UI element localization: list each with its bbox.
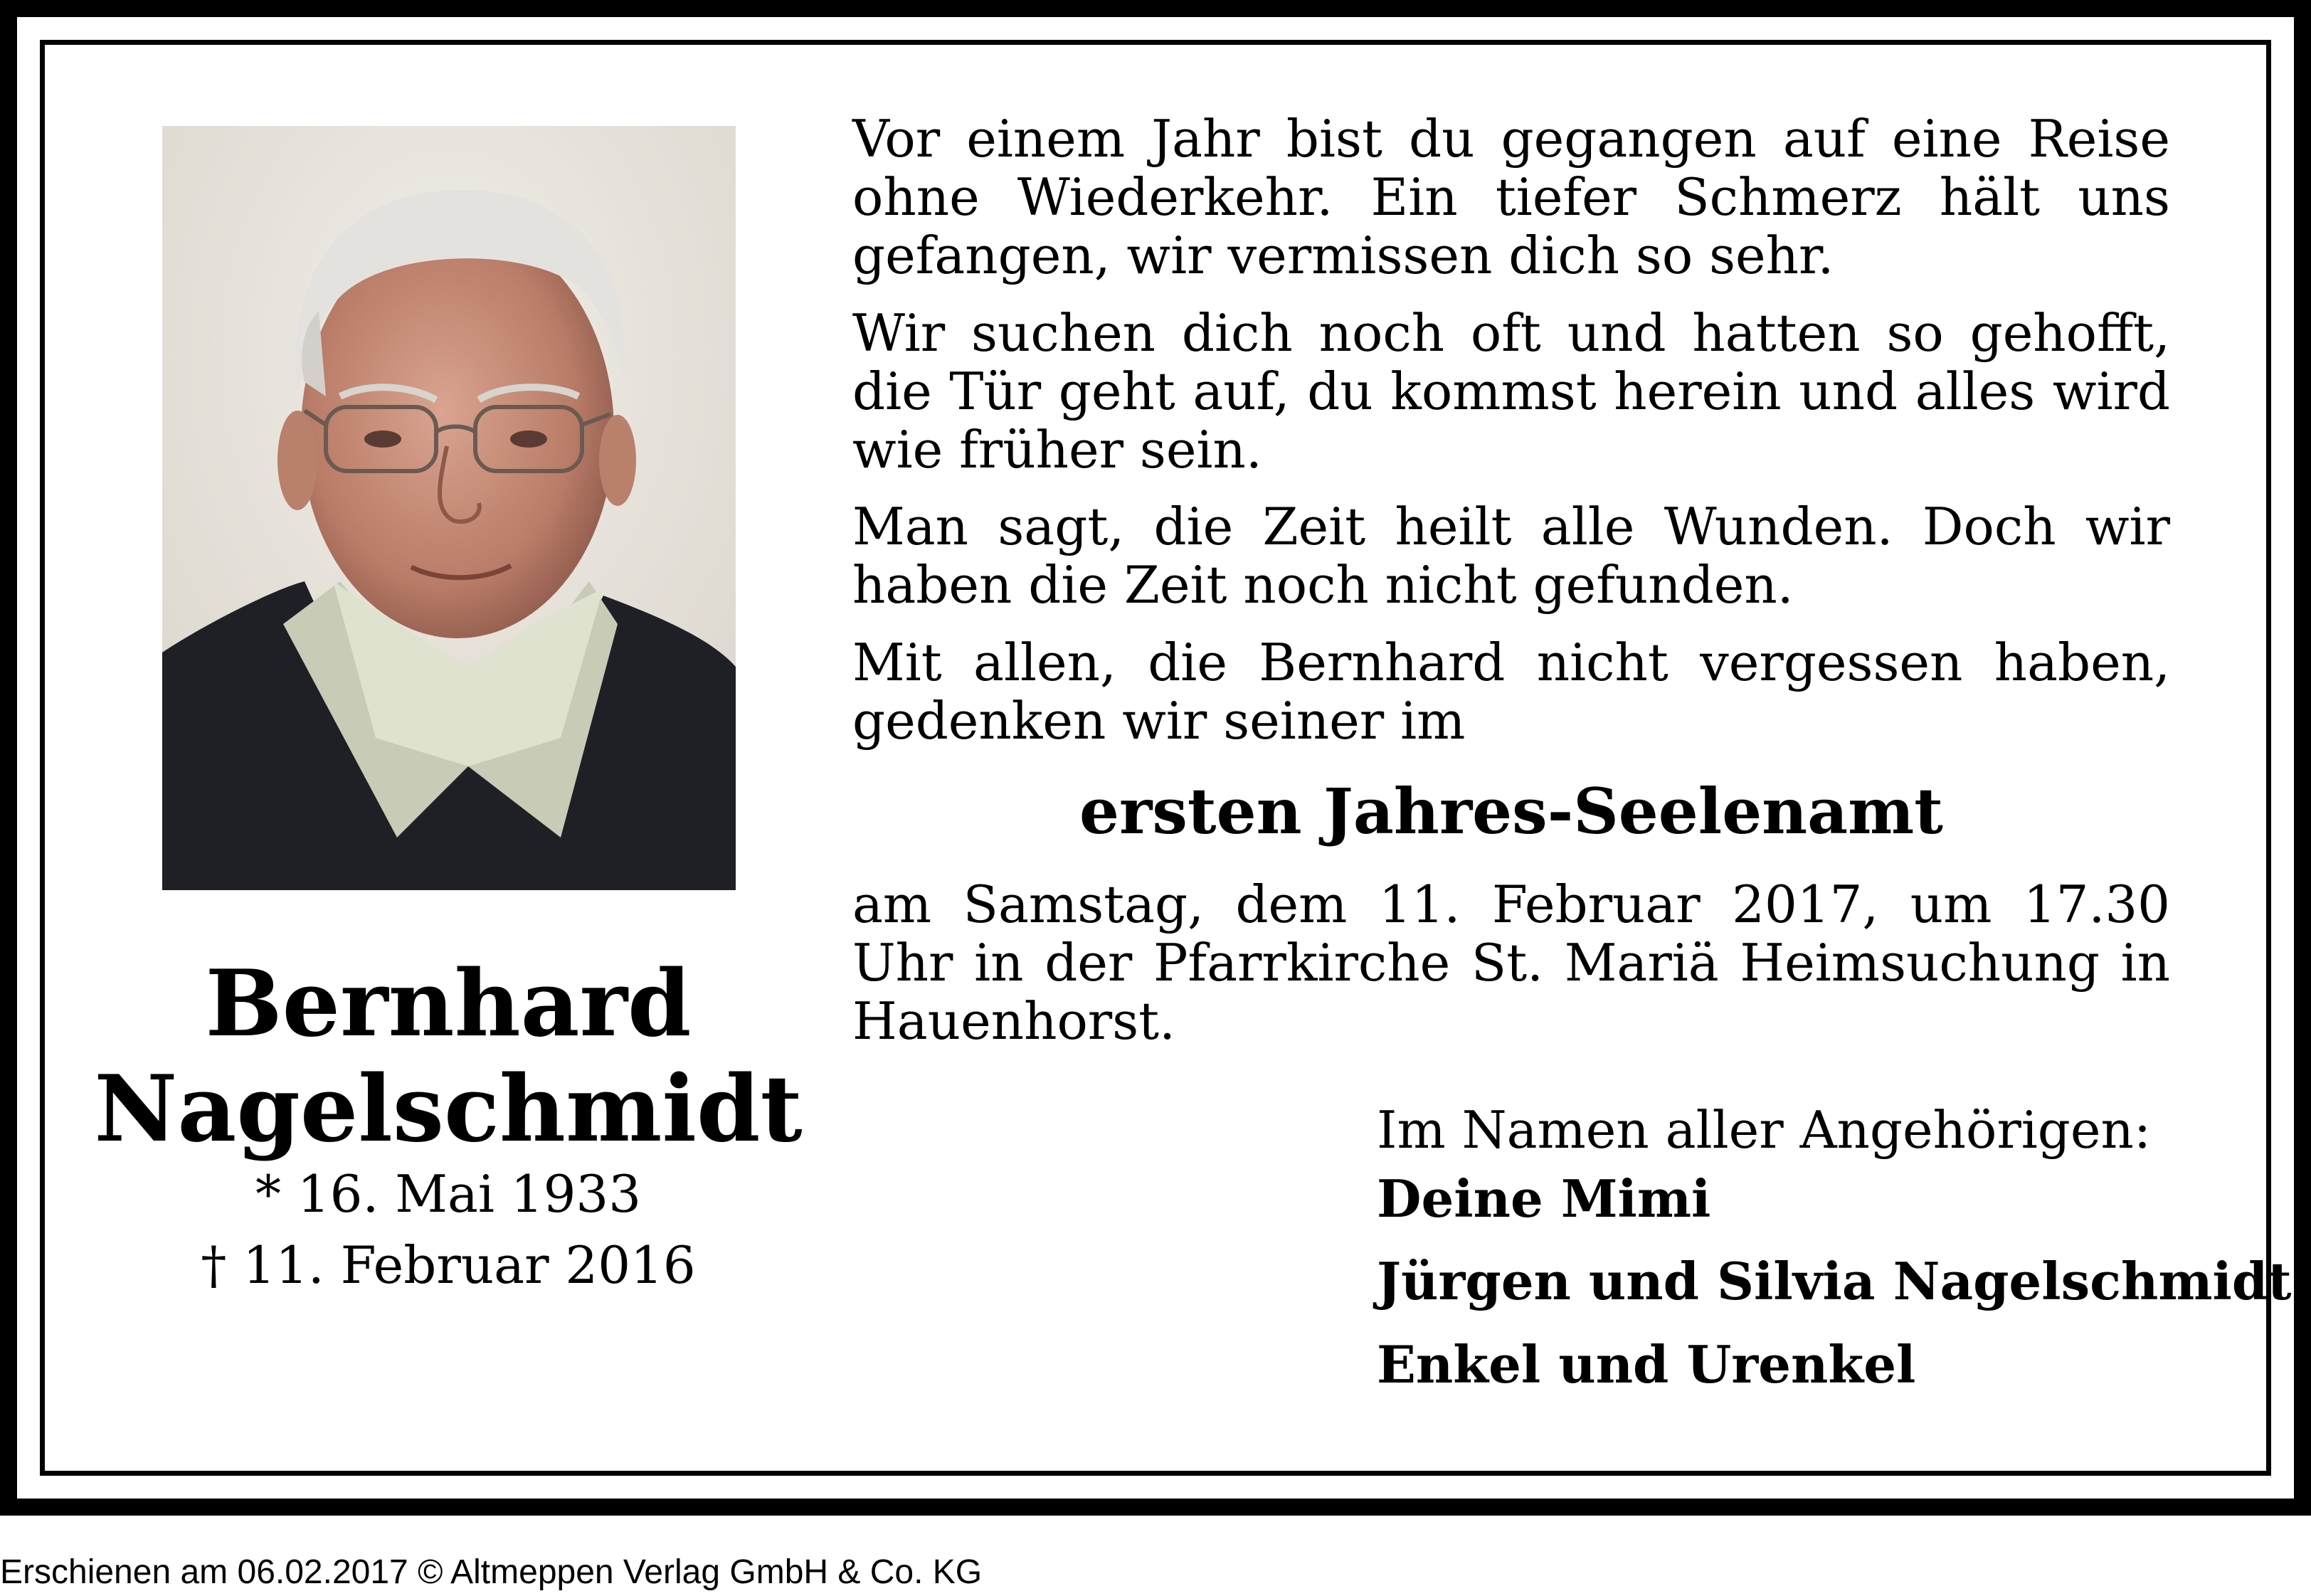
signer-name-1: Deine Mimi (1377, 1168, 1711, 1229)
service-headline: ersten Jahres-Seelenamt (1079, 774, 1943, 848)
death-date: † 11. Februar 2016 (201, 1235, 696, 1295)
signer-name-2: Jürgen und Silvia Nagelschmidt (1377, 1251, 2292, 1311)
deceased-last-name: Nagelschmidt (94, 1056, 803, 1163)
verse-paragraph-4: Mit allen, die Bernhard nicht vergessen haben, gedenken wir seiner im (852, 633, 2170, 751)
verse-paragraph-3: Man sagt, die Zeit heilt alle Wunden. Doch wir haben die Zeit noch nicht gefunden. (852, 497, 2170, 615)
signature-intro: Im Namen aller Angehörigen: (1377, 1100, 2152, 1160)
deceased-first-name: Bernhard (205, 951, 692, 1057)
birth-date: * 16. Mai 1933 (255, 1164, 642, 1224)
verse-paragraph-2: Wir suchen dich noch oft und hatten so gehofft, die Tür geht auf, du kommst herein und alles wird wie früher sein. (852, 303, 2170, 480)
portrait-photo (162, 126, 736, 890)
verse-paragraph-1: Vor einem Jahr bist du gegangen auf eine Reise ohne Wiederkehr. Ein tiefer Schmerz hält uns gefangen, wir vermissen dich so sehr. (852, 109, 2170, 285)
publication-footer: Erschienen am 06.02.2017 © Altmeppen Verlag GmbH & Co. KG (0, 1553, 983, 1591)
signer-name-3: Enkel und Urenkel (1377, 1334, 1916, 1395)
service-details: am Samstag, dem 11. Februar 2017, um 17.30 Uhr in der Pfarrkirche St. Mariä Heimsuchung in Hauenhorst. (852, 874, 2170, 1051)
